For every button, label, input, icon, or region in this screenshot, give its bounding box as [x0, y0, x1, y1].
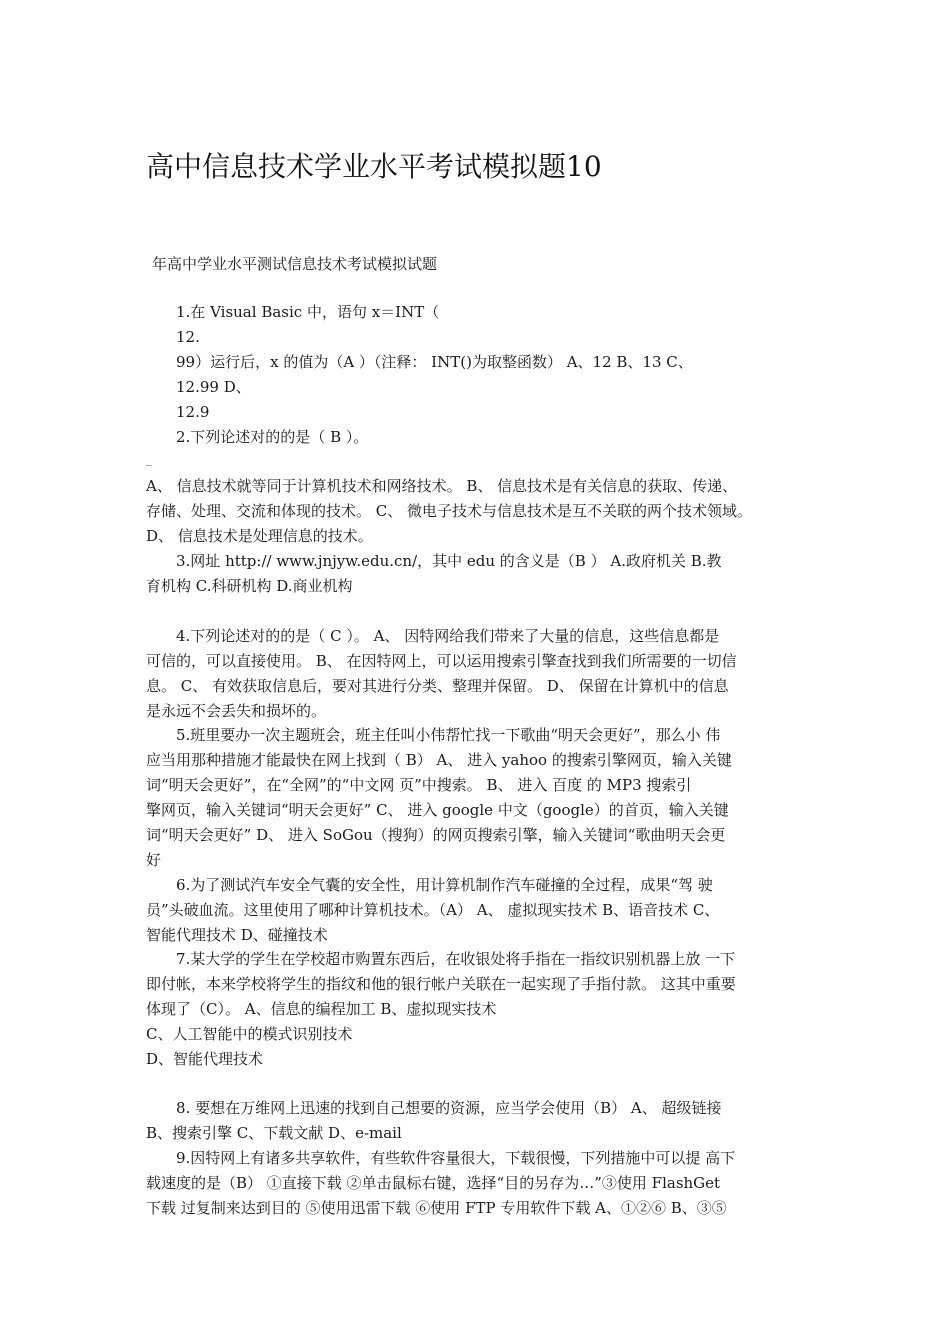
- document-subtitle: 年高中学业水平测试信息技术考试模拟试题: [152, 255, 438, 273]
- q1-line-2: 12.: [176, 328, 200, 346]
- q6-line-2: 员”头破血流。这里使用了哪种计算机技术。（A） A、 虚拟现实技术 B、语音技术 C、: [146, 901, 720, 919]
- q3-line-2: 育机构 C.科研机构 D.商业机构: [146, 577, 353, 595]
- q6-line-3: 智能代理技术 D、碰撞技术: [146, 926, 328, 944]
- q2-line-4: D、 信息技术是处理信息的技术。: [146, 527, 373, 545]
- q5-line-3: 词“明天会更好”，在“全网”的“中文网 页”中搜索。 B、 进入 百度 的 MP3 搜索引: [146, 776, 692, 794]
- q1-line-5: 12.9: [176, 403, 210, 421]
- q7-line-4: C、人工智能中的模式识别技术: [146, 1025, 353, 1043]
- q4-line-1: 4.下列论述对的的是（ C ）。 A、 因特网给我们带来了大量的信息，这些信息都是: [176, 627, 720, 645]
- q4-line-3: 息。 C、 有效获取信息后，要对其进行分类、整理并保留。 D、 保留在计算机中的信息: [146, 677, 729, 695]
- q4-line-4: 是永远不会丢失和损坏的。: [146, 702, 327, 720]
- q8-line-2: B、搜索引擎 C、下载文献 D、e-mail: [146, 1124, 402, 1142]
- q2-line-1: 2.下列论述对的的是（ B ）。: [176, 428, 369, 446]
- q5-line-1: 5.班里要办一次主题班会，班主任叫小伟帮忙找一下歌曲“明天会更好”，那么小 伟: [176, 726, 721, 744]
- q2-line-3: 存储、处理、交流和体现的技术。 C、 微电子技术与信息技术是互不关联的两个技术领域。: [146, 502, 753, 520]
- q5-line-6: 好: [146, 851, 162, 869]
- q7-line-1: 7.某大学的学生在学校超市购置东西后，在收银处将手指在一指纹识别机器上放 一下: [176, 950, 736, 968]
- q5-line-2: 应当用那种措施才能最快在网上找到（ B） A、 进入 yahoo 的搜索引擎网页，输入关键: [146, 751, 732, 769]
- q7-line-3: 体现了（C）。 A、信息的编程加工 B、虚拟现实技术: [146, 1000, 497, 1018]
- document-title: 高中信息技术学业水平考试模拟题10: [146, 150, 602, 183]
- q9-line-3: 下载 过复制来达到目的 ⑤使用迅雷下载 ⑥使用 FTP 专用软件下载 A、①②⑥ B、③⑤: [146, 1199, 727, 1217]
- q9-line-2: 载速度的是（B） ①直接下载 ②单击鼠标右键，选择“目的另存为…”③使用 FlashGet: [146, 1174, 721, 1192]
- q7-line-5: D、智能代理技术: [146, 1050, 264, 1068]
- q5-line-4: 擎网页，输入关键词“明天会更好” C、 进入 google 中文（google）的首页，输入关键: [146, 801, 729, 819]
- q1-line-1: 1.在 Visual Basic 中，语句 x＝INT（: [176, 303, 440, 321]
- q5-line-5: 词“明天会更好” D、 进入 SoGou（搜狗）的网页搜索引擎，输入关键词“歌曲明天会更: [146, 826, 726, 844]
- q9-line-1: 9.因特网上有诸多共享软件，有些软件容量很大，下载很慢，下列措施中可以提 高下: [176, 1149, 736, 1167]
- q4-line-2: 可信的，可以直接使用。 B、 在因特网上，可以运用搜索引擎查找到我们所需要的一切信: [146, 652, 737, 670]
- q7-line-2: 即付帐，本来学校将学生的指纹和他的银行帐户关联在一起实现了手指付款。 这其中重要: [146, 975, 736, 993]
- q2-line-2: A、 信息技术就等同于计算机技术和网络技术。 B、 信息技术是有关信息的获取、传递、: [146, 477, 738, 495]
- q1-line-3: 99）运行后，x 的值为（A ）（注释： INT()为取整函数） A、12 B、13 C、: [176, 353, 693, 371]
- q6-line-1: 6.为了测试汽车安全气囊的安全性，用计算机制作汽车碰撞的全过程，成果“驾 驶: [176, 876, 713, 894]
- separator-dash: _: [146, 452, 152, 466]
- q3-line-1: 3.网址 http:// www.jnjyw.edu.cn/，其中 edu 的含义是（B ） A.政府机关 B.教: [176, 552, 722, 570]
- q8-line-1: 8. 要想在万维网上迅速的找到自己想要的资源，应当学会使用（B） A、 超级链接: [176, 1099, 722, 1117]
- q1-line-4: 12.99 D、: [176, 378, 251, 396]
